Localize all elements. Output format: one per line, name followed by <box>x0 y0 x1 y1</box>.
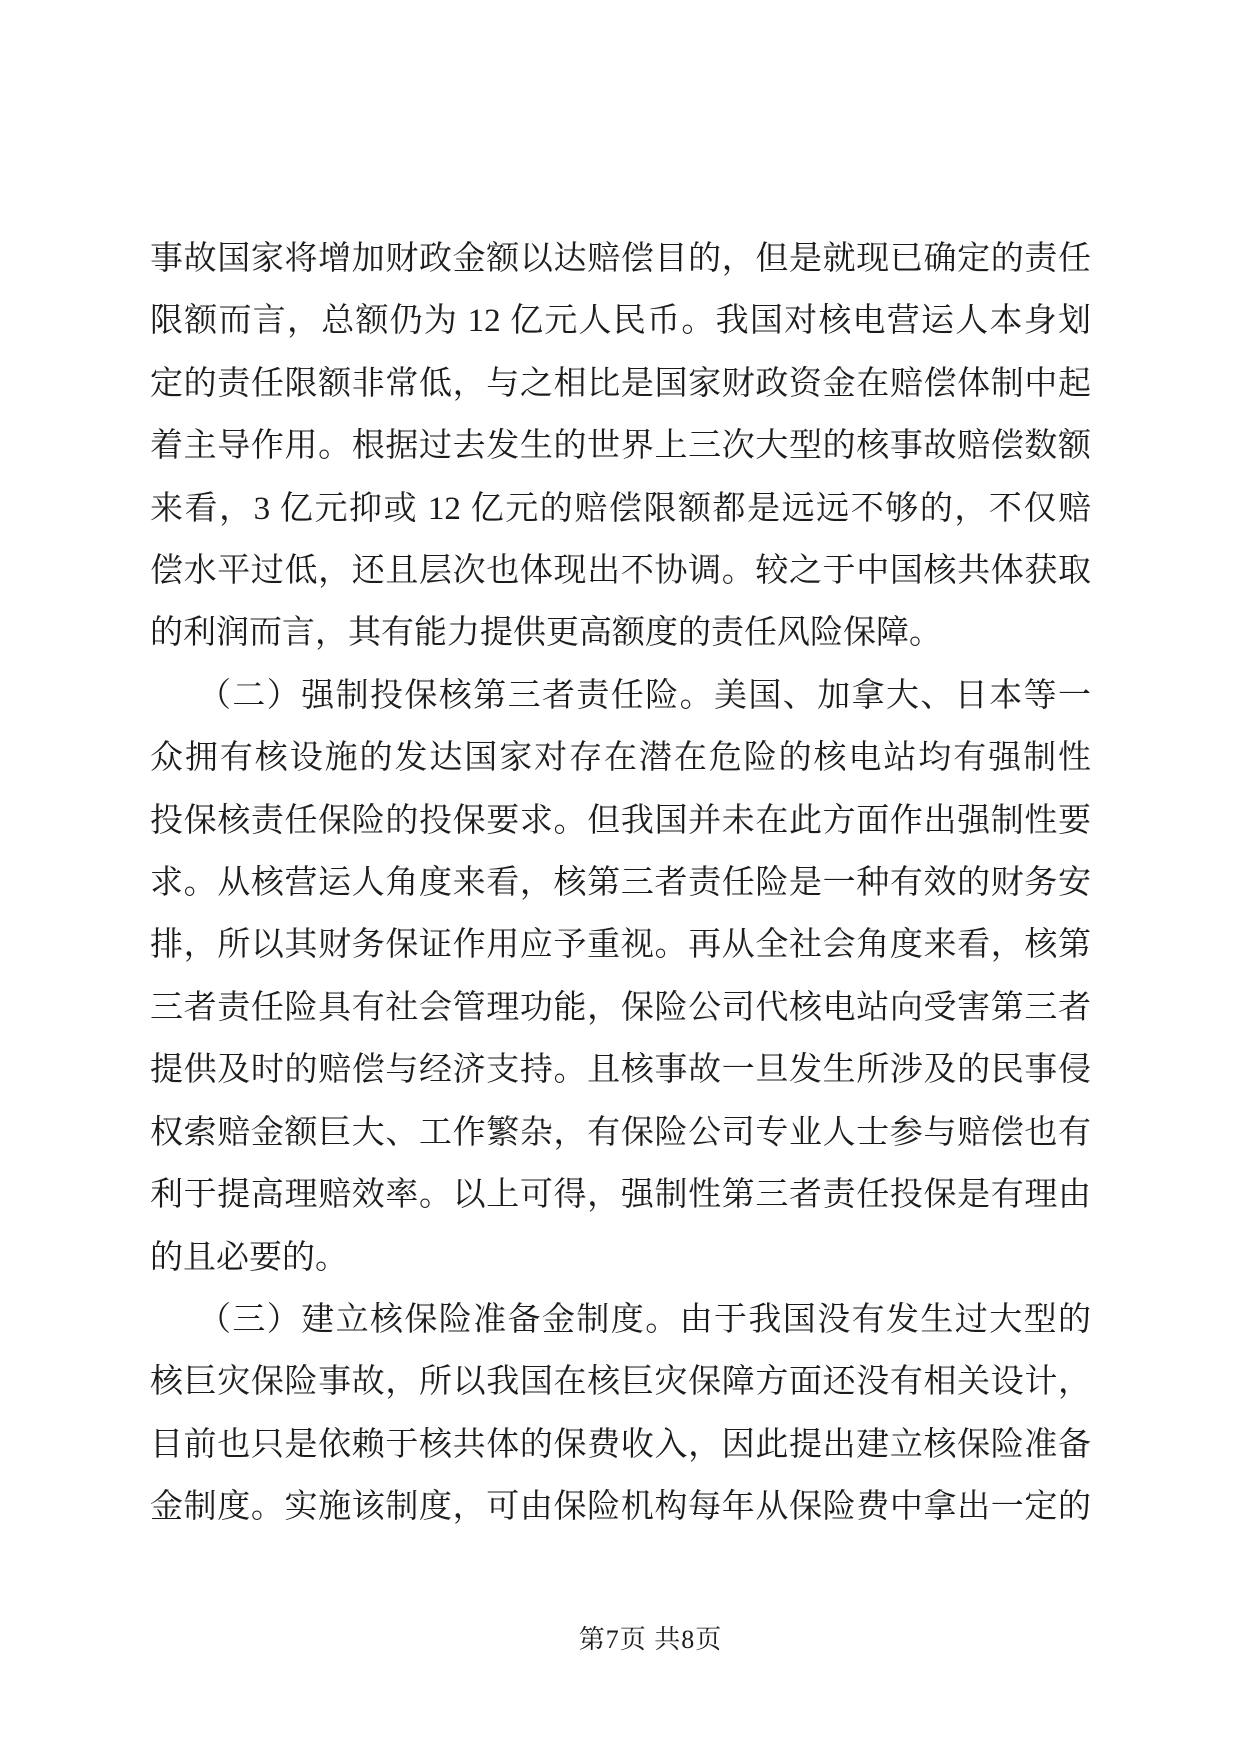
text-line: 金制度。实施该制度，可由保险机构每年从保险费中拿出一定的 <box>150 1489 1091 1526</box>
text-line: 定的责任限额非常低，与之相比是国家财政资金在赔偿体制中起 <box>150 365 1091 402</box>
text-line: （二）强制投保核第三者责任险。美国、加拿大、日本等一 <box>198 677 1091 714</box>
text-line: （三）建立核保险准备金制度。由于我国没有发生过大型的 <box>198 1301 1091 1338</box>
page-number: 第7页 共8页 <box>578 1625 723 1654</box>
text-line: 限额而言，总额仍为 12 亿元人民币。我国对核电营运人本身划 <box>150 303 1091 340</box>
document-body <box>150 228 1091 1539</box>
text-line: 众拥有核设施的发达国家对存在潜在危险的核电站均有强制性 <box>150 740 1091 777</box>
text-line: 三者责任险具有社会管理功能，保险公司代核电站向受害第三者 <box>150 989 1091 1026</box>
text-line: 的利润而言，其有能力提供更高额度的责任风险保障。 <box>150 615 942 652</box>
page-footer <box>150 1622 1091 1658</box>
text-line: 排，所以其财务保证作用应予重视。再从全社会角度来看，核第 <box>150 927 1091 964</box>
text-line: 权索赔金额巨大、工作繁杂，有保险公司专业人士参与赔偿也有 <box>150 1114 1091 1151</box>
text-line: 来看，3 亿元抑或 12 亿元的赔偿限额都是远远不够的，不仅赔 <box>150 490 1091 527</box>
text-line: 核巨灾保险事故，所以我国在核巨灾保障方面还没有相关设计， <box>150 1364 1091 1401</box>
text-line: 利于提高理赔效率。以上可得，强制性第三者责任投保是有理由 <box>150 1177 1091 1214</box>
text-line: 的且必要的。 <box>150 1239 348 1276</box>
text-line: 事故国家将增加财政金额以达赔偿目的，但是就现已确定的责任 <box>150 241 1091 277</box>
text-line: 偿水平过低，还且层次也体现出不协调。较之于中国核共体获取 <box>150 553 1091 590</box>
text-line: 投保核责任保险的投保要求。但我国并未在此方面作出强制性要 <box>150 802 1091 839</box>
text-line: 着主导作用。根据过去发生的世界上三次大型的核事故赔偿数额 <box>150 428 1091 465</box>
text-line: 提供及时的赔偿与经济支持。且核事故一旦发生所涉及的民事侵 <box>150 1052 1091 1089</box>
text-line: 目前也只是依赖于核共体的保费收入，因此提出建立核保险准备 <box>150 1426 1091 1463</box>
text-line: 求。从核营运人角度来看，核第三者责任险是一种有效的财务安 <box>150 865 1091 902</box>
